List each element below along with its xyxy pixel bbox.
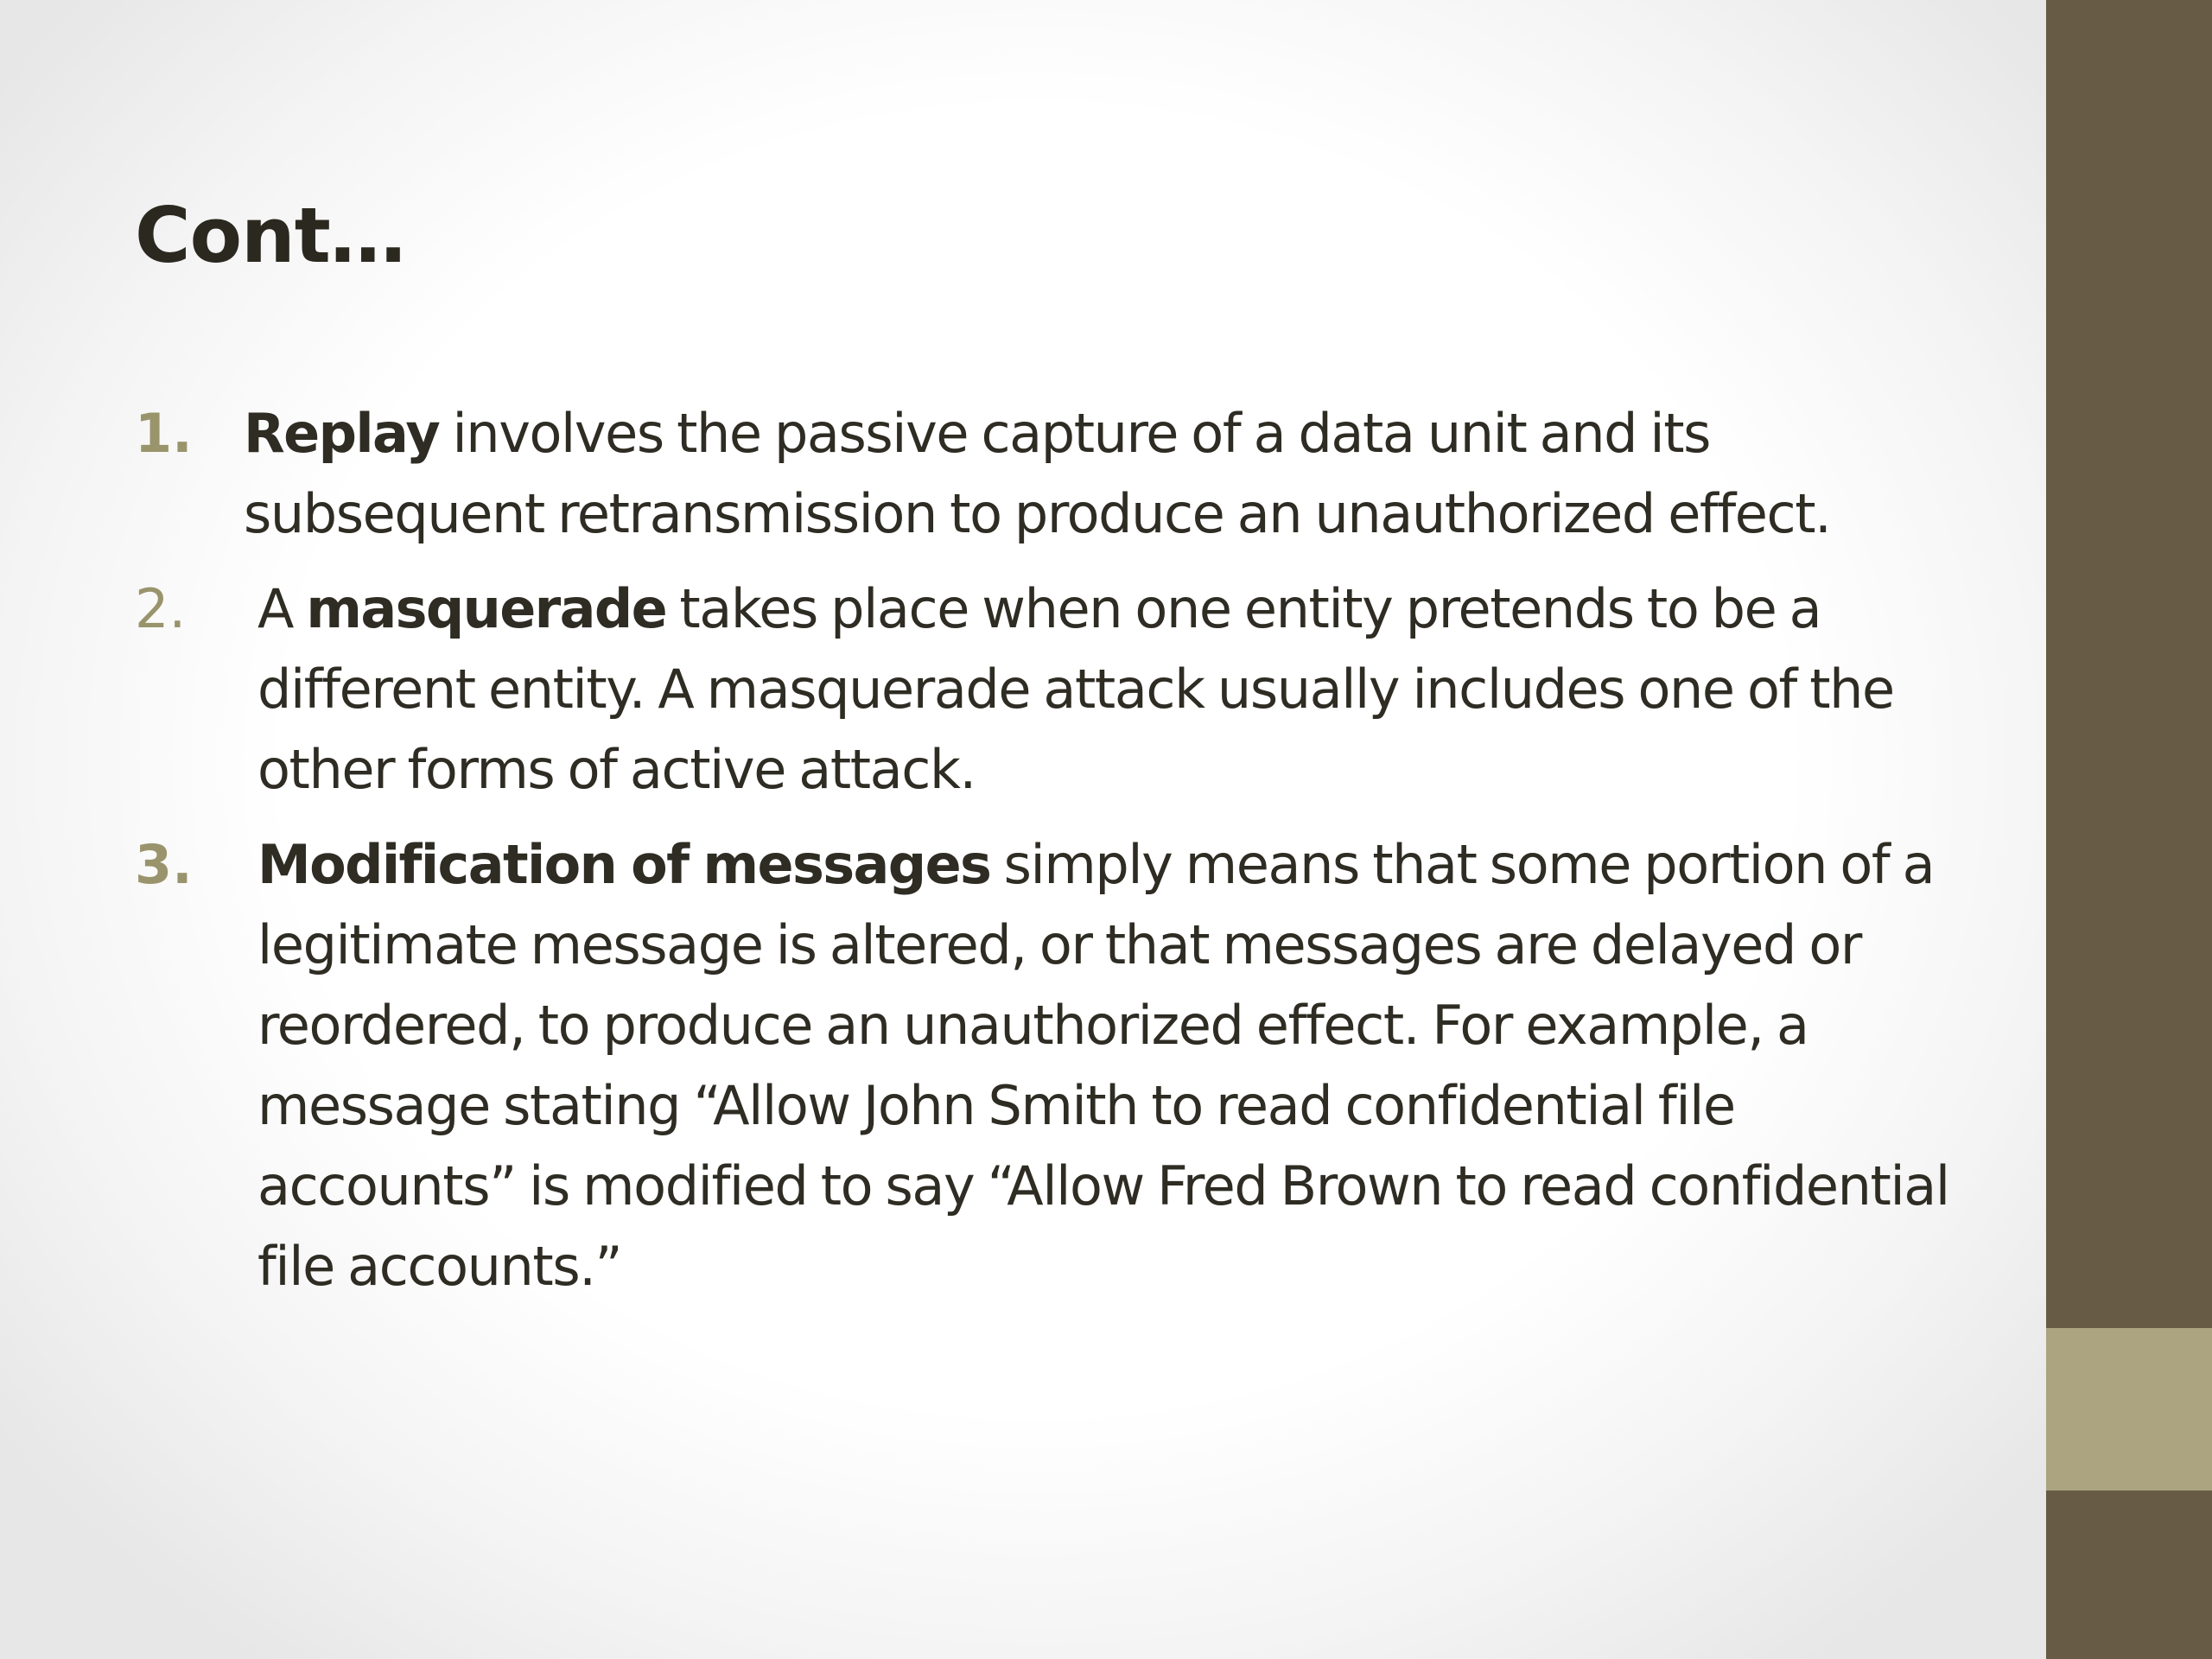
item-description: takes place when one entity pretends to be a different entity. A masquerade attack usually includes one of the other forms of active attack.: [257, 577, 1894, 801]
item-description: involves the passive capture of a data unit and its subsequent retransmission to produce an unauthorized effect.: [244, 402, 1831, 545]
item-term: Replay: [244, 402, 440, 465]
list-item-replay: [135, 393, 2001, 554]
slide-title: Cont…: [135, 191, 405, 280]
list-item-text: [244, 393, 1972, 554]
list-number: 1.: [135, 402, 193, 465]
item-description: simply means that some portion of a legitimate message is altered, or that messages are delayed or reordered, to produce an unauthorized effect. For example, a message stating “Allow John Smith to read confidential file accounts” is modified to say “Allow Fred Brown to read confidential file accounts.”: [257, 833, 1949, 1298]
item-term: masquerade: [306, 577, 667, 640]
list-item-masquerade: [135, 569, 2001, 810]
list-number: 2.: [135, 577, 187, 640]
list-item-text: [257, 569, 1986, 810]
side-band-accent: [2046, 1328, 2212, 1491]
attack-list: [135, 393, 2001, 1321]
list-number: 3.: [135, 833, 193, 896]
list-item-modification: [135, 824, 2001, 1306]
list-item-text: [257, 824, 1986, 1306]
item-term: Modification of messages: [257, 833, 991, 896]
item-lead: A: [257, 577, 307, 640]
